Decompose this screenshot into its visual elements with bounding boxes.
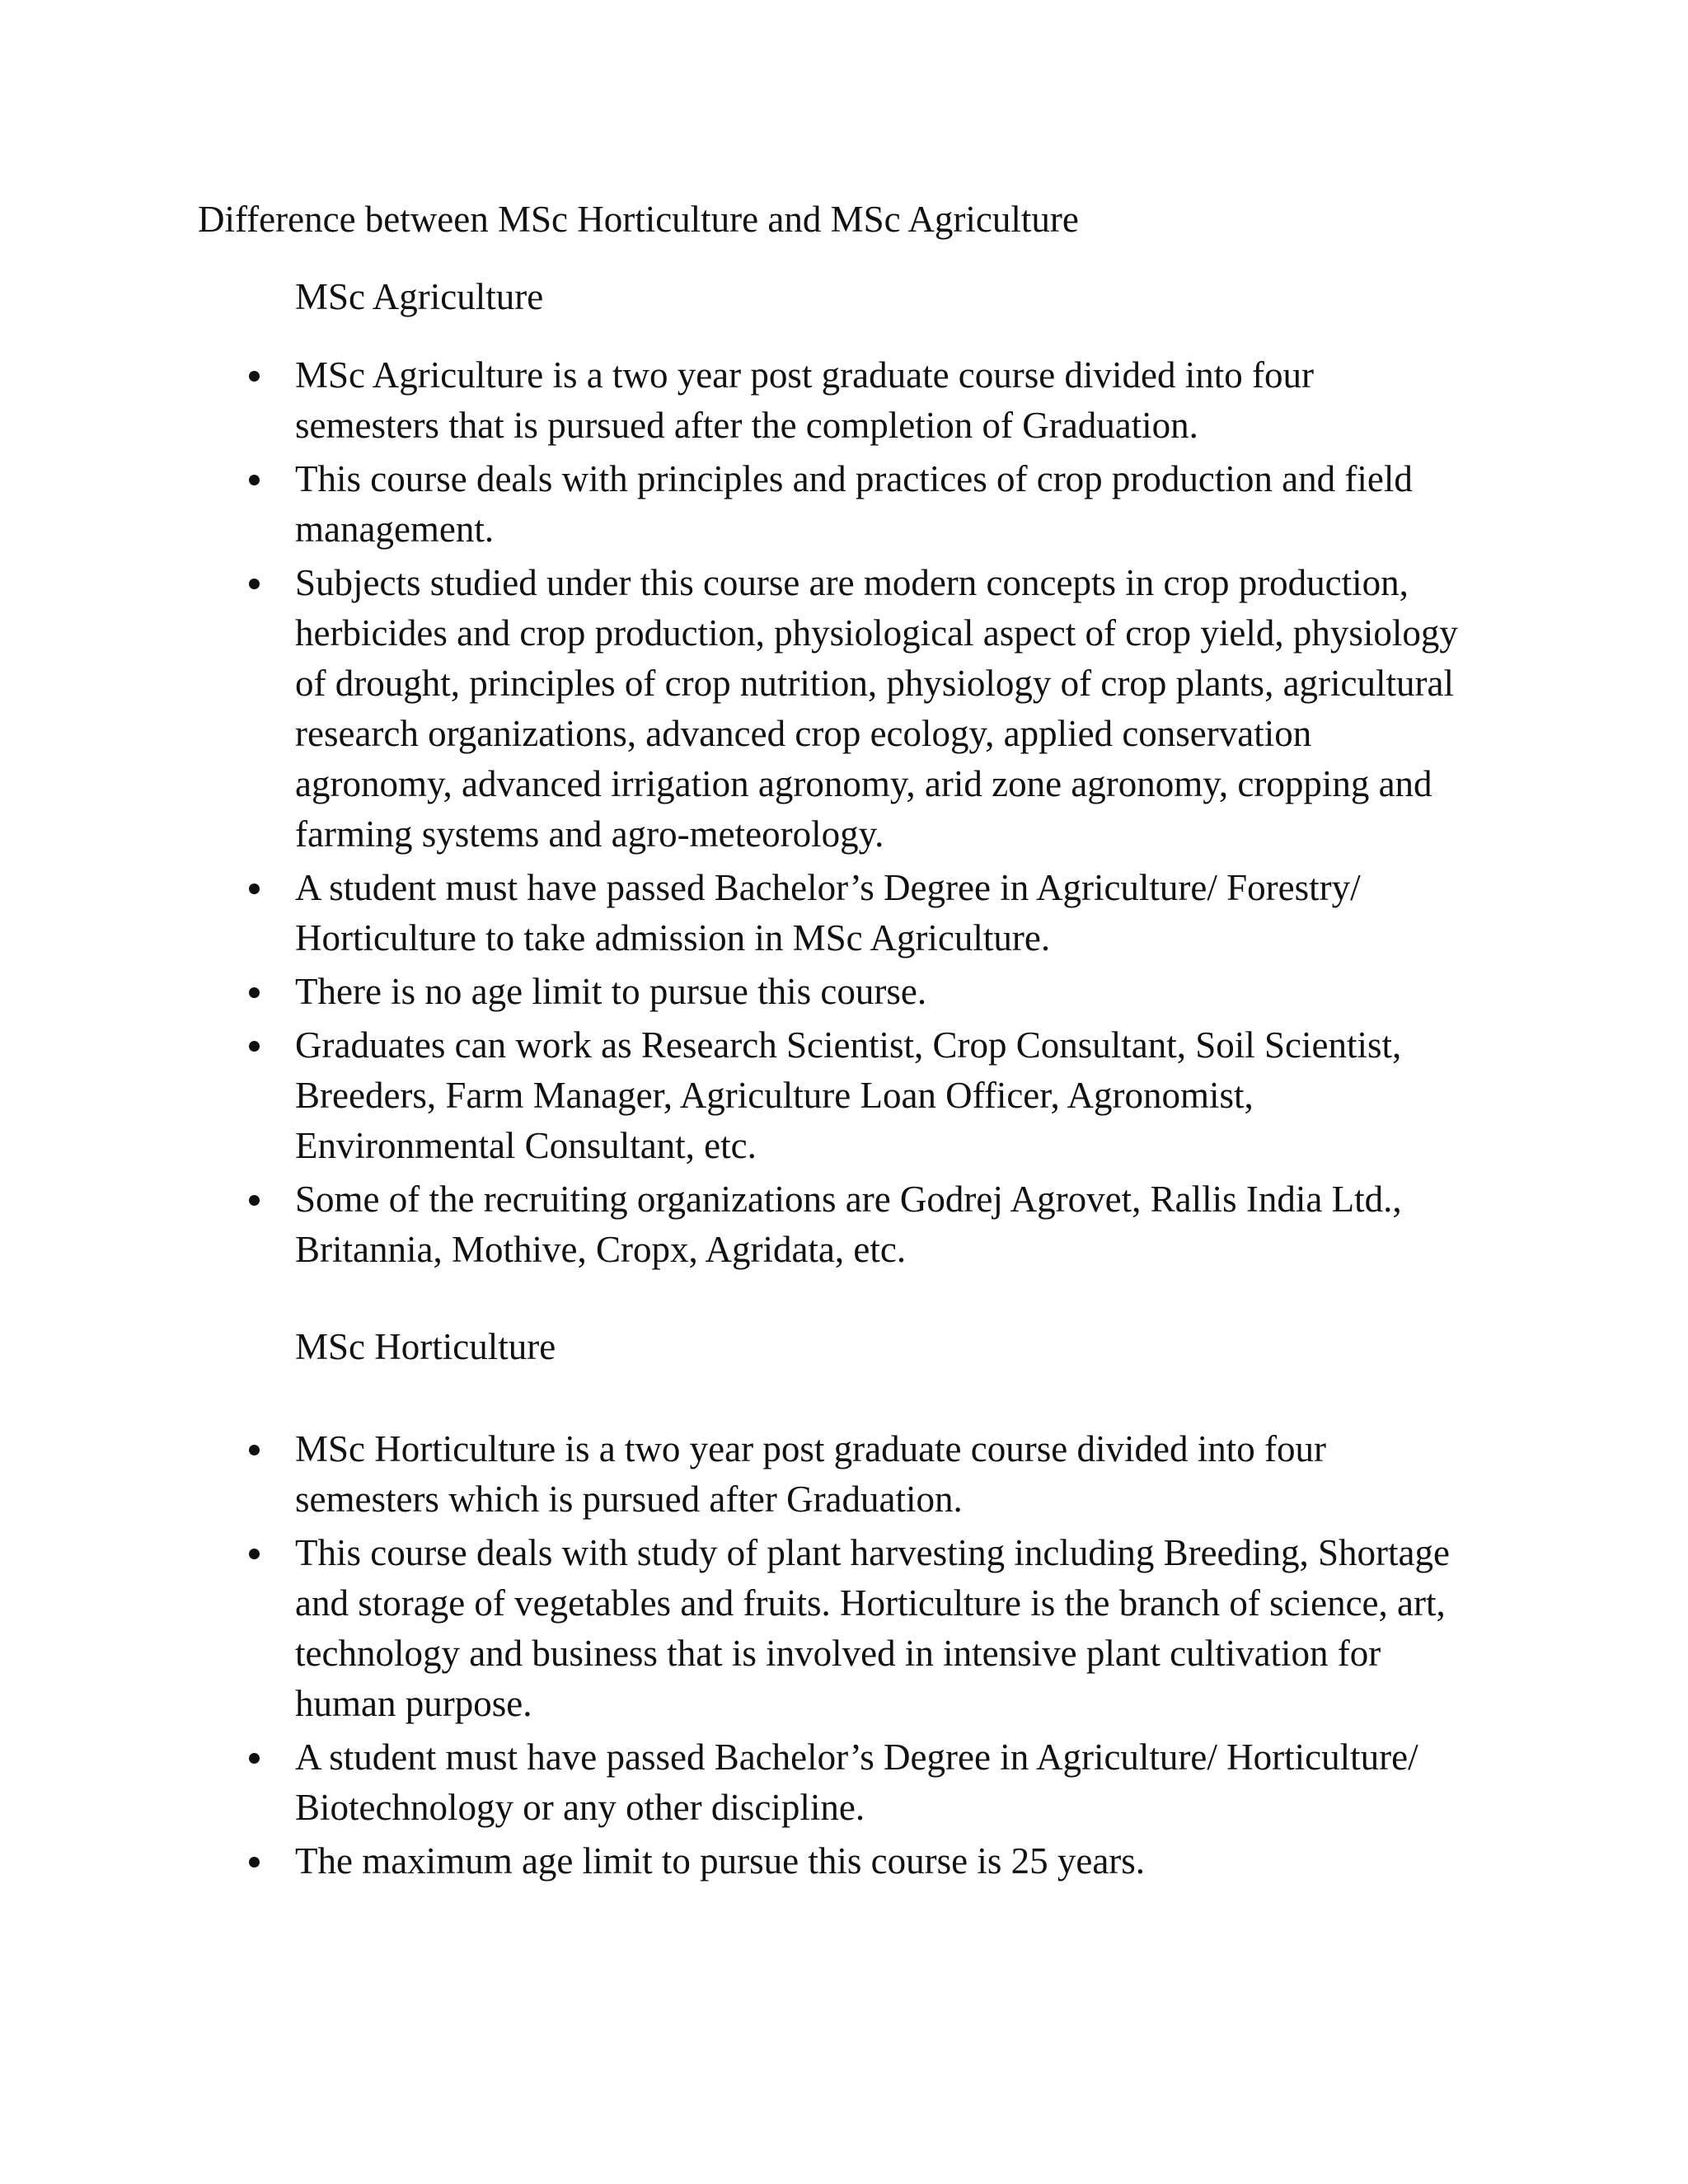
list-item-text: There is no age limit to pursue this course. xyxy=(295,971,927,1012)
list-item xyxy=(0,1836,1465,1886)
list-item xyxy=(0,558,1465,860)
list-item xyxy=(0,1020,1465,1171)
msc-agriculture-bullet-list xyxy=(0,350,1688,1278)
bullet-icon xyxy=(249,1549,260,1559)
list-item-text: This course deals with principles and practices of crop production and field management. xyxy=(295,458,1413,550)
bullet-icon xyxy=(249,1753,260,1764)
bullet-icon xyxy=(249,371,260,382)
list-item-text: This course deals with study of plant harvesting including Breeding, Shortage and storage of vegetables and fruits. Horticulture is the branch of science, art, technology and business that is involved in intensive plant cultivation for human purpose. xyxy=(295,1532,1450,1724)
list-item-text: A student must have passed Bachelor’s Degree in Agriculture/ Horticulture/ Biotechnology or any other discipline. xyxy=(295,1736,1418,1828)
list-item xyxy=(0,454,1465,555)
section-heading-msc-horticulture: MSc Horticulture xyxy=(295,1326,556,1367)
bullet-icon xyxy=(249,1857,260,1868)
section-heading-msc-agriculture: MSc Agriculture xyxy=(295,276,544,317)
bullet-icon xyxy=(249,1445,260,1455)
list-item-text: A student must have passed Bachelor’s Degree in Agriculture/ Forestry/ Horticulture to take admission in MSc Agriculture. xyxy=(295,867,1361,958)
list-item-text: The maximum age limit to pursue this course is 25 years. xyxy=(295,1840,1146,1882)
msc-horticulture-bullet-list xyxy=(0,1424,1688,1890)
bullet-icon xyxy=(249,475,260,485)
bullet-icon xyxy=(249,987,260,998)
document-title: Difference between MSc Horticulture and MSc Agriculture xyxy=(198,199,1079,240)
list-item-text: Graduates can work as Research Scientist, Crop Consultant, Soil Scientist, Breeders, Farm Manager, Agriculture Loan Officer, Agronomist, Environmental Consultant, etc. xyxy=(295,1024,1402,1166)
list-item xyxy=(0,967,1465,1017)
bullet-icon xyxy=(249,883,260,894)
list-item xyxy=(0,1732,1465,1833)
list-item xyxy=(0,1424,1465,1525)
list-item-text: Some of the recruiting organizations are Godrej Agrovet, Rallis India Ltd., Britannia, Mothive, Cropx, Agridata, etc. xyxy=(295,1179,1402,1270)
list-item-text: Subjects studied under this course are modern concepts in crop production, herbicides and crop production, physiological aspect of crop yield, physiology of drought, principles of crop nutrition, physiology of crop plants, agricultural research organizations, advanced crop ecology, applied conservation agronomy, advanced irrigation agronomy, arid zone agronomy, cropping and farming systems and agro-meteorology. xyxy=(295,562,1458,855)
list-item-text: MSc Horticulture is a two year post graduate course divided into four semesters which is pursued after Graduation. xyxy=(295,1428,1326,1520)
bullet-icon xyxy=(249,1195,260,1206)
list-item-text: MSc Agriculture is a two year post graduate course divided into four semesters that is pursued after the completion of Graduation. xyxy=(295,354,1314,446)
bullet-icon xyxy=(249,579,260,589)
bullet-icon xyxy=(249,1041,260,1052)
list-item xyxy=(0,863,1465,963)
list-item xyxy=(0,350,1465,451)
list-item xyxy=(0,1174,1465,1275)
list-item xyxy=(0,1528,1465,1729)
